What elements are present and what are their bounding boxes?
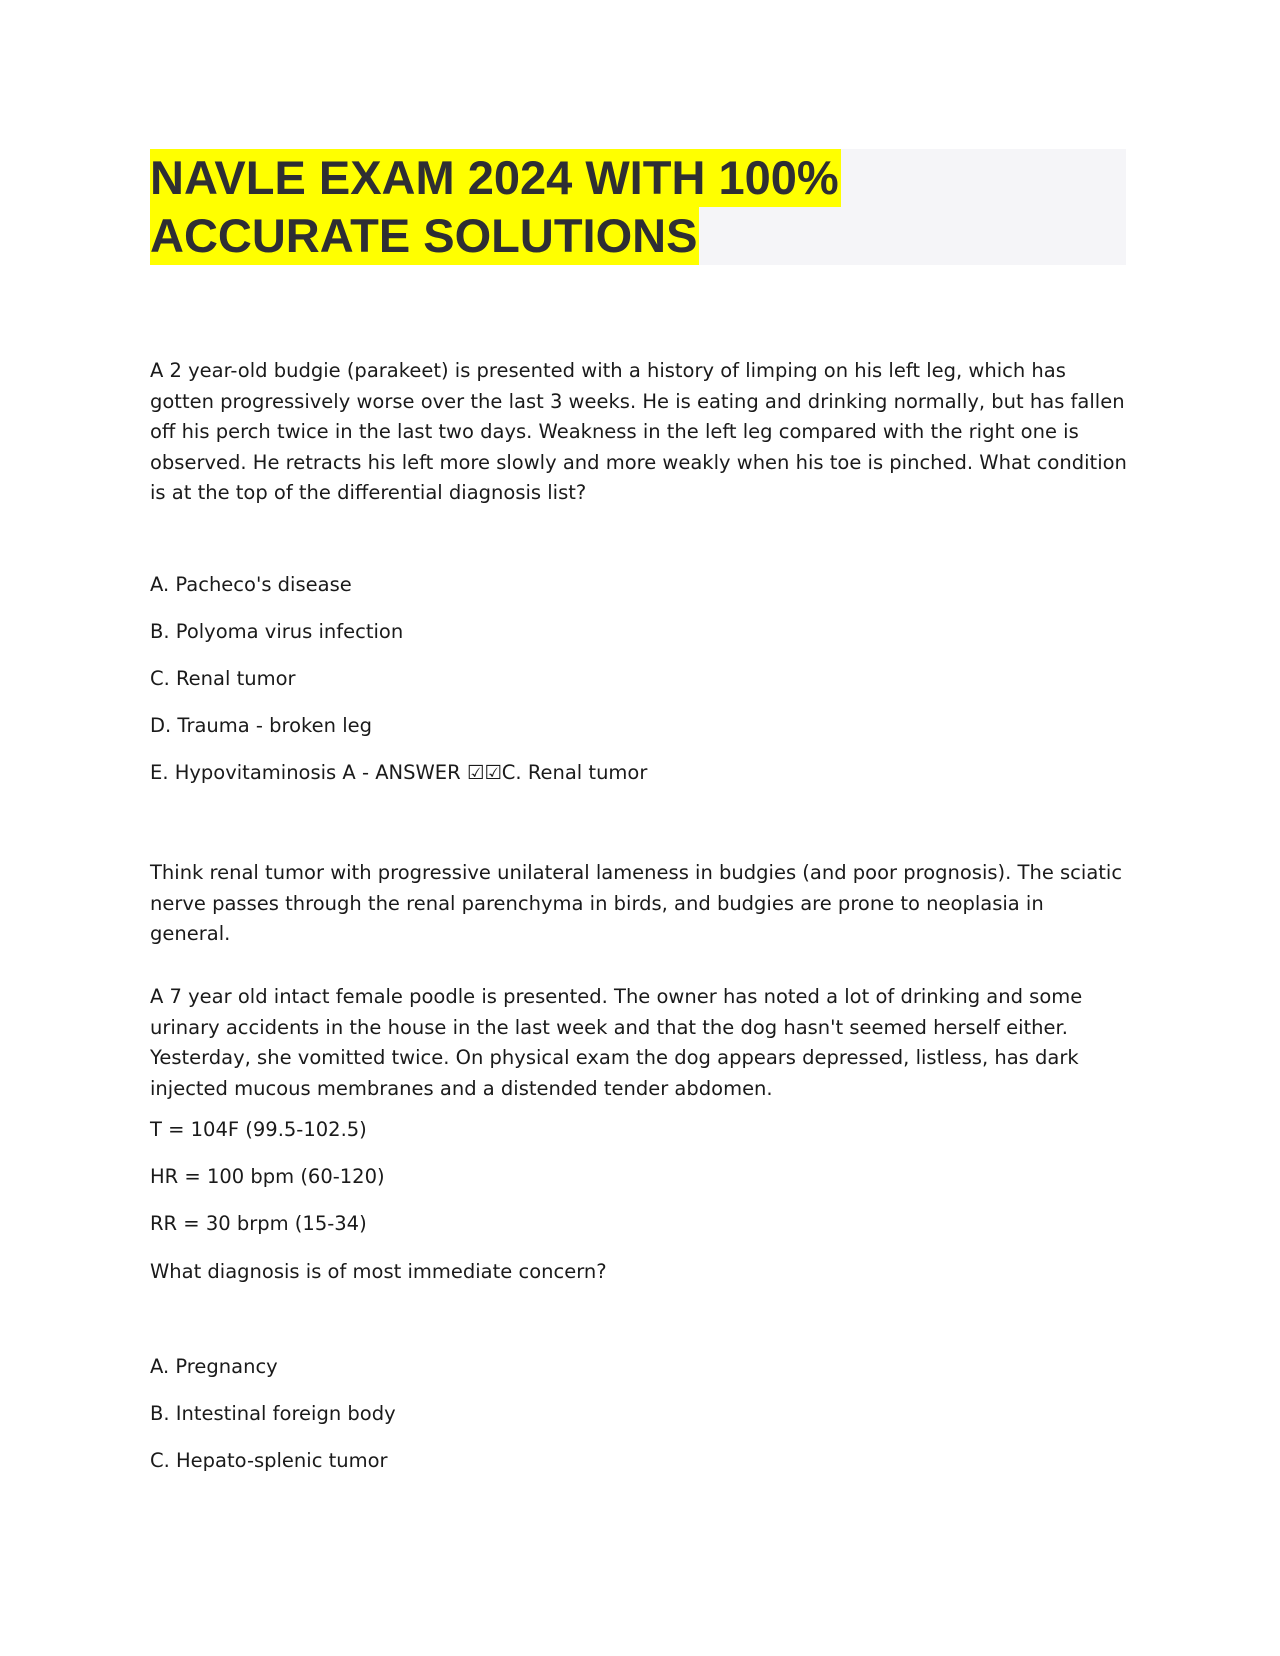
- question-1-option-b: B. Polyoma virus infection: [150, 620, 404, 643]
- question-1-option-a: A. Pacheco's disease: [150, 573, 352, 596]
- question-2-option-a: A. Pregnancy: [150, 1355, 278, 1378]
- question-1-option-c: C. Renal tumor: [150, 667, 296, 690]
- question-2-vital-resp-rate: RR = 30 brpm (15-34): [150, 1212, 367, 1235]
- question-2-prompt: What diagnosis is of most immediate concern?: [150, 1260, 607, 1283]
- question-1-option-e-answer: E. Hypovitaminosis A - ANSWER ☑☑C. Renal tumor: [150, 761, 648, 784]
- question-1-option-d: D. Trauma - broken leg: [150, 714, 373, 737]
- question-2-vital-heart-rate: HR = 100 bpm (60-120): [150, 1165, 385, 1188]
- document-title-line-2: ACCURATE SOLUTIONS: [150, 207, 699, 265]
- question-1-explanation: Think renal tumor with progressive unilateral lameness in budgies (and poor prognosis). The sciatic nerve passes through the renal parenchyma in birds, and budgies are prone to neoplasia in general.: [150, 861, 1123, 945]
- document-title-line-1: NAVLE EXAM 2024 WITH 100%: [150, 149, 841, 207]
- question-2-stem: A 7 year old intact female poodle is presented. The owner has noted a lot of drinking and some urinary accidents in the house in the last week and that the dog hasn't seemed herself either. Yesterday, she vomitted twice. On physical exam the dog appears depressed, listless, has dark injected mucous membranes and a distended tender abdomen.: [150, 985, 1083, 1100]
- question-2-option-c: C. Hepato-splenic tumor: [150, 1449, 388, 1472]
- question-1-stem: A 2 year-old budgie (parakeet) is presented with a history of limping on his left leg, which has gotten progressively worse over the last 3 weeks. He is eating and drinking normally, but has fallen off his perch twice in the last two days. Weakness in the left leg compared with the right one is observed. He retracts his left more slowly and more weakly when his toe is pinched. What condition is at the top of the differential diagnosis list?: [150, 359, 1127, 504]
- question-2-vital-temperature: T = 104F (99.5-102.5): [150, 1118, 367, 1141]
- question-2-option-b: B. Intestinal foreign body: [150, 1402, 396, 1425]
